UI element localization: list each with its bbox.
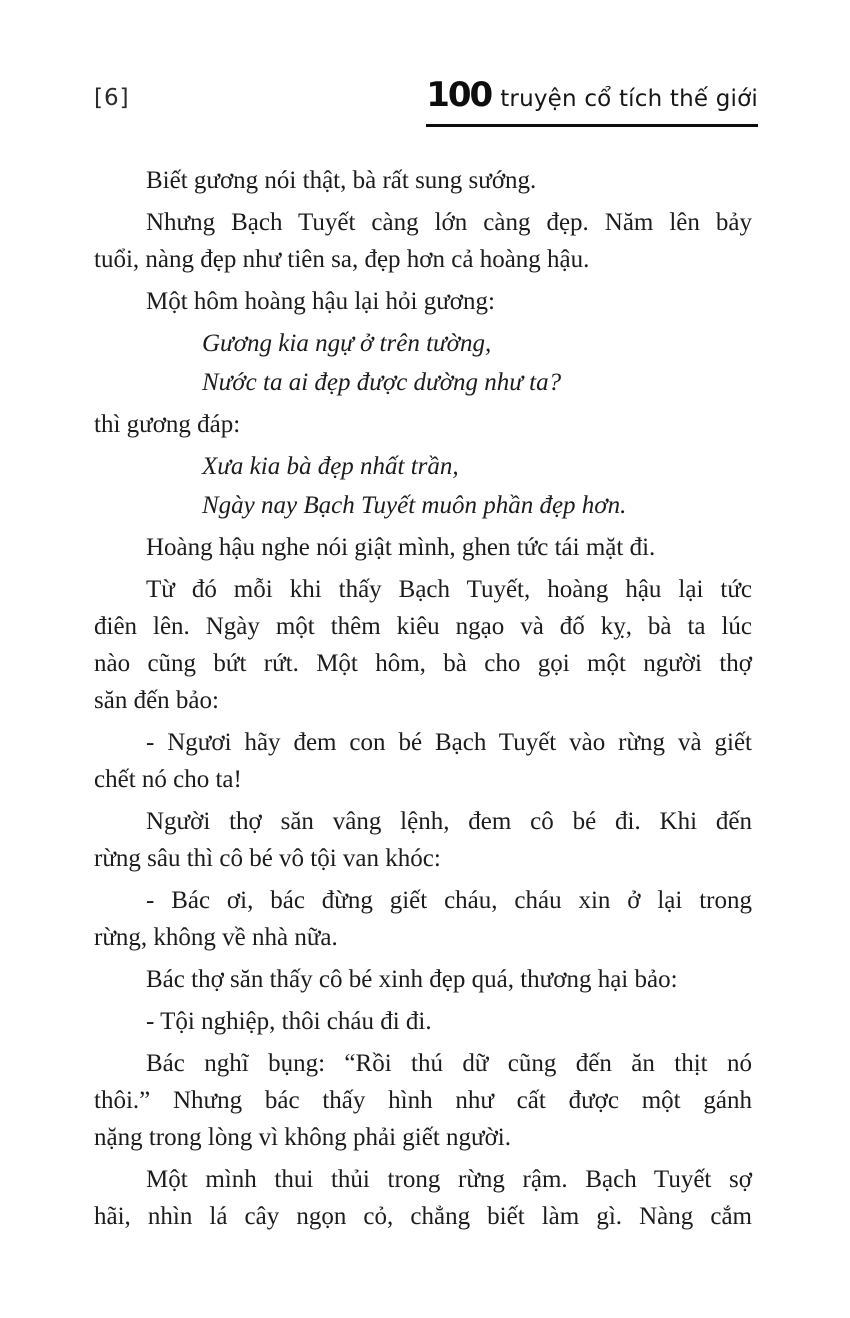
body-line: - Tội nghiệp, thôi cháu đi đi. — [146, 1008, 432, 1035]
body-line: nào cũng bứt rứt. Một hôm, bà cho gọi một người thợ — [94, 650, 752, 677]
body-line: Một hôm hoàng hậu lại hỏi gương: — [146, 288, 495, 315]
verse-line: Xưa kia bà đẹp nhất trần, — [202, 453, 459, 480]
body-line: rừng sâu thì cô bé vô tội van khóc: — [94, 845, 441, 872]
body-line: Bác thợ săn thấy cô bé xinh đẹp quá, thương hại bảo: — [146, 966, 678, 993]
body-line: Từ đó mỗi khi thấy Bạch Tuyết, hoàng hậu lại tức — [146, 576, 752, 603]
body-line: Nhưng Bạch Tuyết càng lớn càng đẹp. Năm lên bảy — [146, 209, 752, 236]
body-line: thì gương đáp: — [94, 411, 241, 438]
page-header — [94, 75, 758, 127]
body-line: Hoàng hậu nghe nói giật mình, ghen tức tái mặt đi. — [146, 534, 656, 561]
body-line: săn đến bảo: — [94, 687, 219, 714]
body-line: điên lên. Ngày một thêm kiêu ngạo và đố kỵ, bà ta lúc — [94, 613, 752, 640]
body-line: Người thợ săn vâng lệnh, đem cô bé đi. Khi đến — [146, 808, 752, 835]
body-line: Biết gương nói thật, bà rất sung sướng. — [146, 167, 537, 194]
verse-line: Gương kia ngự ở trên tường, — [202, 330, 492, 357]
series-logo — [426, 75, 758, 127]
logo-number: 100 — [426, 75, 492, 115]
body-line: nặng trong lòng vì không phải giết người. — [94, 1124, 512, 1151]
verse-line: Nước ta ai đẹp được dường như ta? — [202, 369, 562, 396]
body-line: tuổi, nàng đẹp như tiên sa, đẹp hơn cả hoàng hậu. — [94, 246, 590, 273]
body-line: - Ngươi hãy đem con bé Bạch Tuyết vào rừng và giết — [146, 729, 752, 756]
logo-title: truyện cổ tích thế giới — [500, 86, 758, 112]
body-line: Bác nghĩ bụng: “Rồi thú dữ cũng đến ăn thịt nó — [146, 1050, 752, 1077]
body-line: hãi, nhìn lá cây ngọn cỏ, chẳng biết làm gì. Nàng cắm — [94, 1203, 752, 1230]
body-line: Một mình thui thủi trong rừng rậm. Bạch Tuyết sợ — [146, 1166, 752, 1193]
verse-line: Ngày nay Bạch Tuyết muôn phần đẹp hơn. — [202, 492, 627, 519]
page-number: [6] — [94, 85, 130, 111]
body-line: chết nó cho ta! — [94, 766, 242, 793]
page-body — [94, 162, 752, 1235]
body-line: - Bác ơi, bác đừng giết cháu, cháu xin ở lại trong — [146, 887, 752, 914]
body-line: thôi.” Nhưng bác thấy hình như cất được một gánh — [94, 1087, 752, 1114]
body-line: rừng, không về nhà nữa. — [94, 924, 338, 951]
